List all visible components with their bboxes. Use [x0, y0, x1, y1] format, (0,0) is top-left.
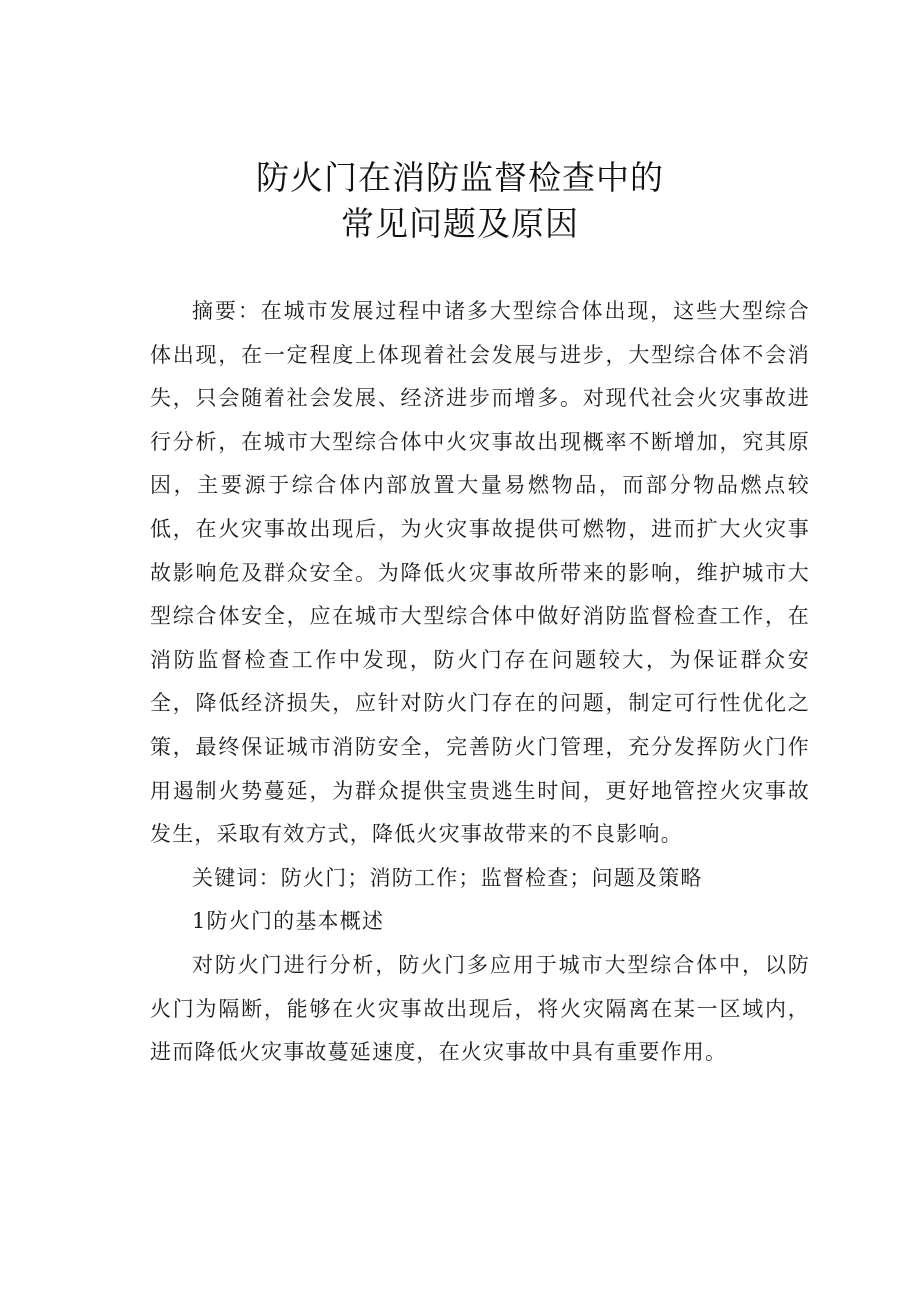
- title-line-2: 常见问题及原因: [341, 204, 579, 243]
- abstract-paragraph: 摘要：在城市发展过程中诸多大型综合体出现，这些大型综合体出现，在一定程度上体现着社会发展与进步，大型综合体不会消失，只会随着社会发展、经济进步而增多。对现代社会火灾事故进行分析，在城市大型综合体中火灾事故出现概率不断增加，究其原因，主要源于综合体内部放置大量易燃物品，而部分物品燃点较低，在火灾事故出现后，为火灾事故提供可燃物，进而扩大火灾事故影响危及群众安全。为降低火灾事故所带来的影响，维护城市大型综合体安全，应在城市大型综合体中做好消防监督检查工作，在消防监督检查工作中发现，防火门存在问题较大，为保证群众安全，降低经济损失，应针对防火门存在的问题，制定可行性优化之策，最终保证城市消防安全，完善防火门管理，充分发挥防火门作用遏制火势蔓延，为群众提供宝贵逃生时间，更好地管控火灾事故发生，采取有效方式，降低火灾事故带来的不良影响。: [150, 299, 810, 847]
- section-1-paragraph: 对防火门进行分析，防火门多应用于城市大型综合体中，以防火门为隔断，能够在火灾事故出现后，将火灾隔离在某一区域内，进而降低火灾事故蔓延速度，在火灾事故中具有重要作用。: [150, 952, 810, 1065]
- title-line-1: 防火门在消防监督检查中的: [256, 158, 664, 197]
- document-title: [0, 155, 920, 247]
- document-body: [150, 290, 810, 1075]
- keywords-paragraph: 关键词：防火门；消防工作；监督检查；问题及策略: [192, 865, 703, 890]
- section-1-heading: 1防火门的基本概述: [192, 909, 385, 934]
